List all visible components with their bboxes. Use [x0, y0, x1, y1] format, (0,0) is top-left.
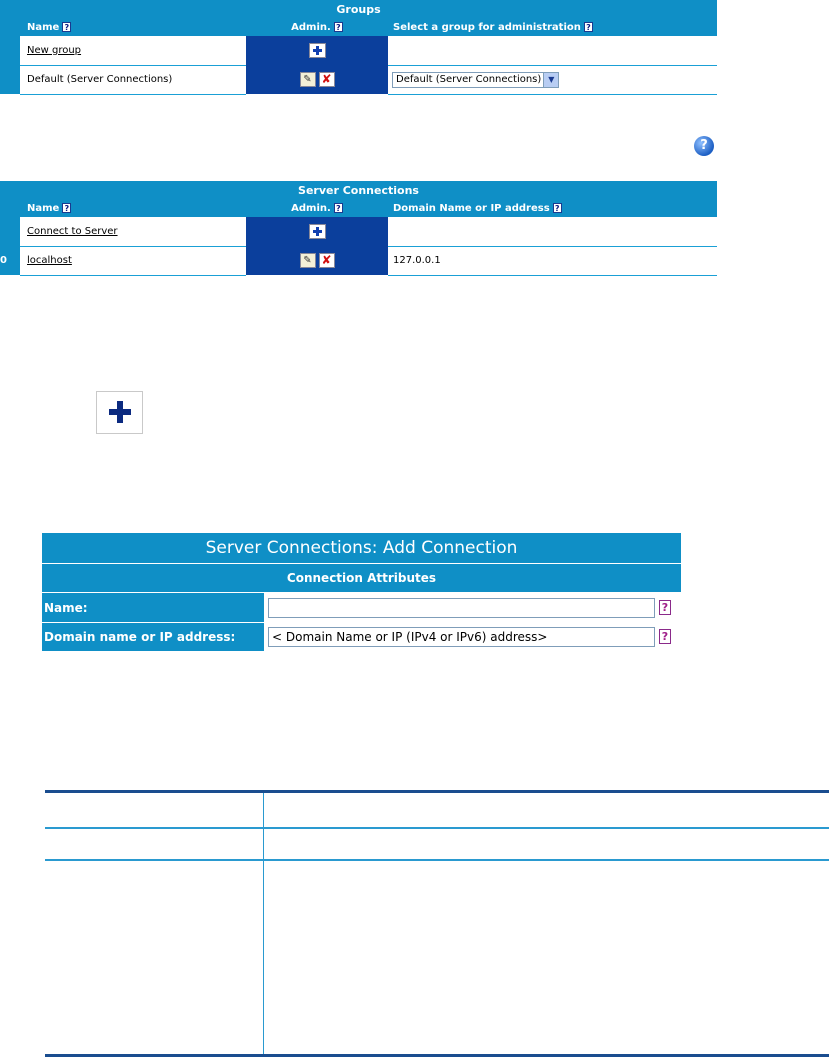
groups-col-admin: Admin. ? [246, 19, 388, 36]
server-address: 127.0.0.1 [388, 246, 717, 275]
table-cell [45, 792, 264, 828]
row-index: 0 [0, 246, 20, 275]
add-icon-large[interactable] [96, 391, 143, 434]
groups-col-name: Name ? [20, 19, 246, 36]
domain-input[interactable]: < Domain Name or IP (IPv4 or IPv6) address> [268, 627, 655, 647]
connect-to-server-link[interactable]: Connect to Server [27, 225, 118, 237]
table-cell [264, 860, 829, 1056]
group-name: Default (Server Connections) [20, 65, 246, 94]
help-icon[interactable]: ? [584, 22, 593, 32]
table-row [0, 246, 717, 275]
help-icon[interactable]: ? [659, 600, 671, 615]
new-group-link[interactable]: New group [27, 44, 82, 56]
table-row [0, 65, 717, 94]
server-connections-title: Server Connections [0, 181, 717, 200]
servers-col-address: Domain Name or IP address ? [388, 200, 717, 217]
table-row [0, 36, 717, 65]
table-cell [264, 828, 829, 860]
empty-table [45, 790, 829, 1057]
table-cell [45, 828, 264, 860]
groups-title: Groups [0, 0, 717, 19]
add-icon[interactable] [309, 224, 326, 239]
localhost-link[interactable]: localhost [27, 255, 72, 266]
table-cell [264, 792, 829, 828]
domain-label: Domain name or IP address: [42, 623, 264, 651]
edit-icon[interactable]: ✎ [300, 253, 316, 268]
add-connection-form [42, 533, 681, 651]
help-icon[interactable]: ? [334, 22, 343, 32]
help-circle-icon[interactable]: ? [694, 136, 714, 156]
name-input[interactable] [268, 598, 655, 618]
table-row [0, 217, 717, 246]
delete-icon[interactable]: ✘ [319, 72, 335, 87]
add-icon[interactable] [309, 43, 326, 58]
servers-col-admin: Admin. ? [246, 200, 388, 217]
group-select[interactable]: Default (Server Connections) ▼ [392, 72, 559, 88]
name-label: Name: [42, 593, 264, 623]
chevron-down-icon: ▼ [543, 73, 558, 87]
servers-col-name: Name ? [20, 200, 246, 217]
help-icon[interactable]: ? [334, 203, 343, 213]
groups-col-select: Select a group for administration ? [388, 19, 717, 36]
edit-icon[interactable]: ✎ [300, 72, 316, 87]
connection-attributes-heading: Connection Attributes [42, 564, 681, 593]
help-icon[interactable]: ? [659, 629, 671, 644]
help-icon[interactable]: ? [62, 203, 71, 213]
server-connections-table [0, 181, 717, 276]
help-icon[interactable]: ? [553, 203, 562, 213]
table-cell [45, 860, 264, 1056]
help-icon[interactable]: ? [62, 22, 71, 32]
add-connection-title: Server Connections: Add Connection [42, 533, 681, 564]
delete-icon[interactable]: ✘ [319, 253, 335, 268]
groups-table [0, 0, 717, 95]
